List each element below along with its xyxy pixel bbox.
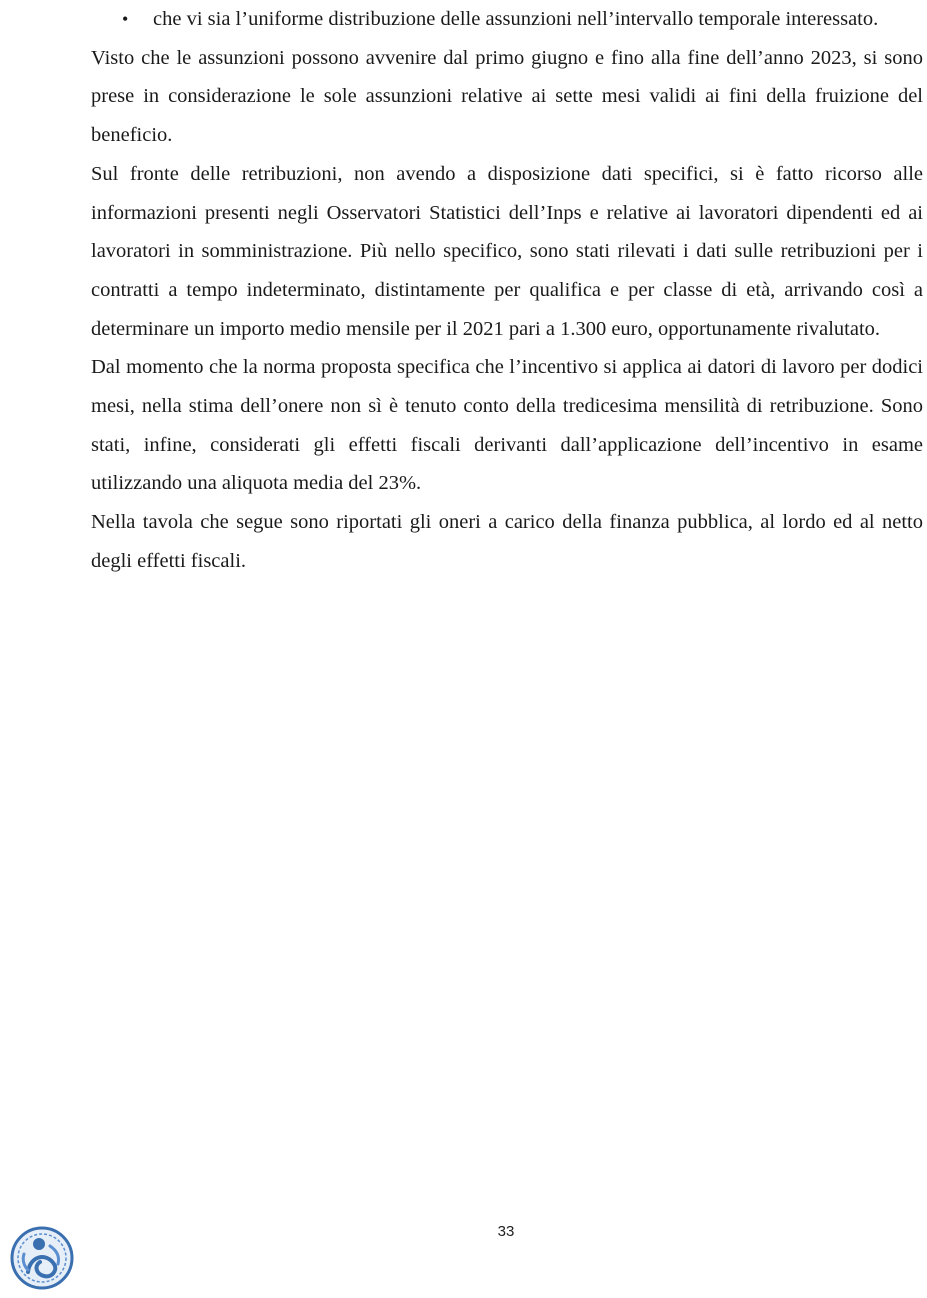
paragraph-hiring-period: Visto che le assunzioni possono avvenire dal primo giugno e fino alla fine dell’anno 2023, si sono prese in considerazione le sole assunzioni relative ai sette mesi validi ai fini della fruizione del beneficio.: [91, 46, 923, 147]
bullet-list: [91, 0, 923, 39]
document-body: [91, 0, 923, 581]
emblem-logo-icon: [6, 1224, 78, 1292]
bullet-item: • che vi sia l’uniforme distribuzione delle assunzioni nell’intervallo temporale interessato.: [153, 0, 923, 39]
paragraph-table-intro: Nella tavola che segue sono riportati gli oneri a carico della finanza pubblica, al lordo ed al netto degli effetti fiscali.: [91, 511, 923, 572]
paragraph-incentive: Dal momento che la norma proposta specifica che l’incentivo si applica ai datori di lavoro per dodici mesi, nella stima dell’onere non sì è tenuto conto della tredicesima mensilità di retribuzione. Sono stati, infine, considerati gli effetti fiscali derivanti dall’applicazione dell’incentivo in esame utilizzando una aliquota media del 23%.: [91, 356, 923, 495]
page-number: 33: [497, 1223, 515, 1240]
paragraph-salaries: Sul fronte delle retribuzioni, non avendo a disposizione dati specifici, si è fatto ricorso alle informazioni presenti negli Osservatori Statistici dell’Inps e relative ai lavoratori dipendenti ed ai lavoratori in somministrazione. Più nello specifico, sono stati rilevati i dati sulle retribuzioni per i contratti a tempo indeterminato, distintamente per qualifica e per classe di età, arrivando così a determinare un importo medio mensile per il 2021 pari a 1.300 euro, opportunamente rivalutato.: [91, 162, 923, 340]
